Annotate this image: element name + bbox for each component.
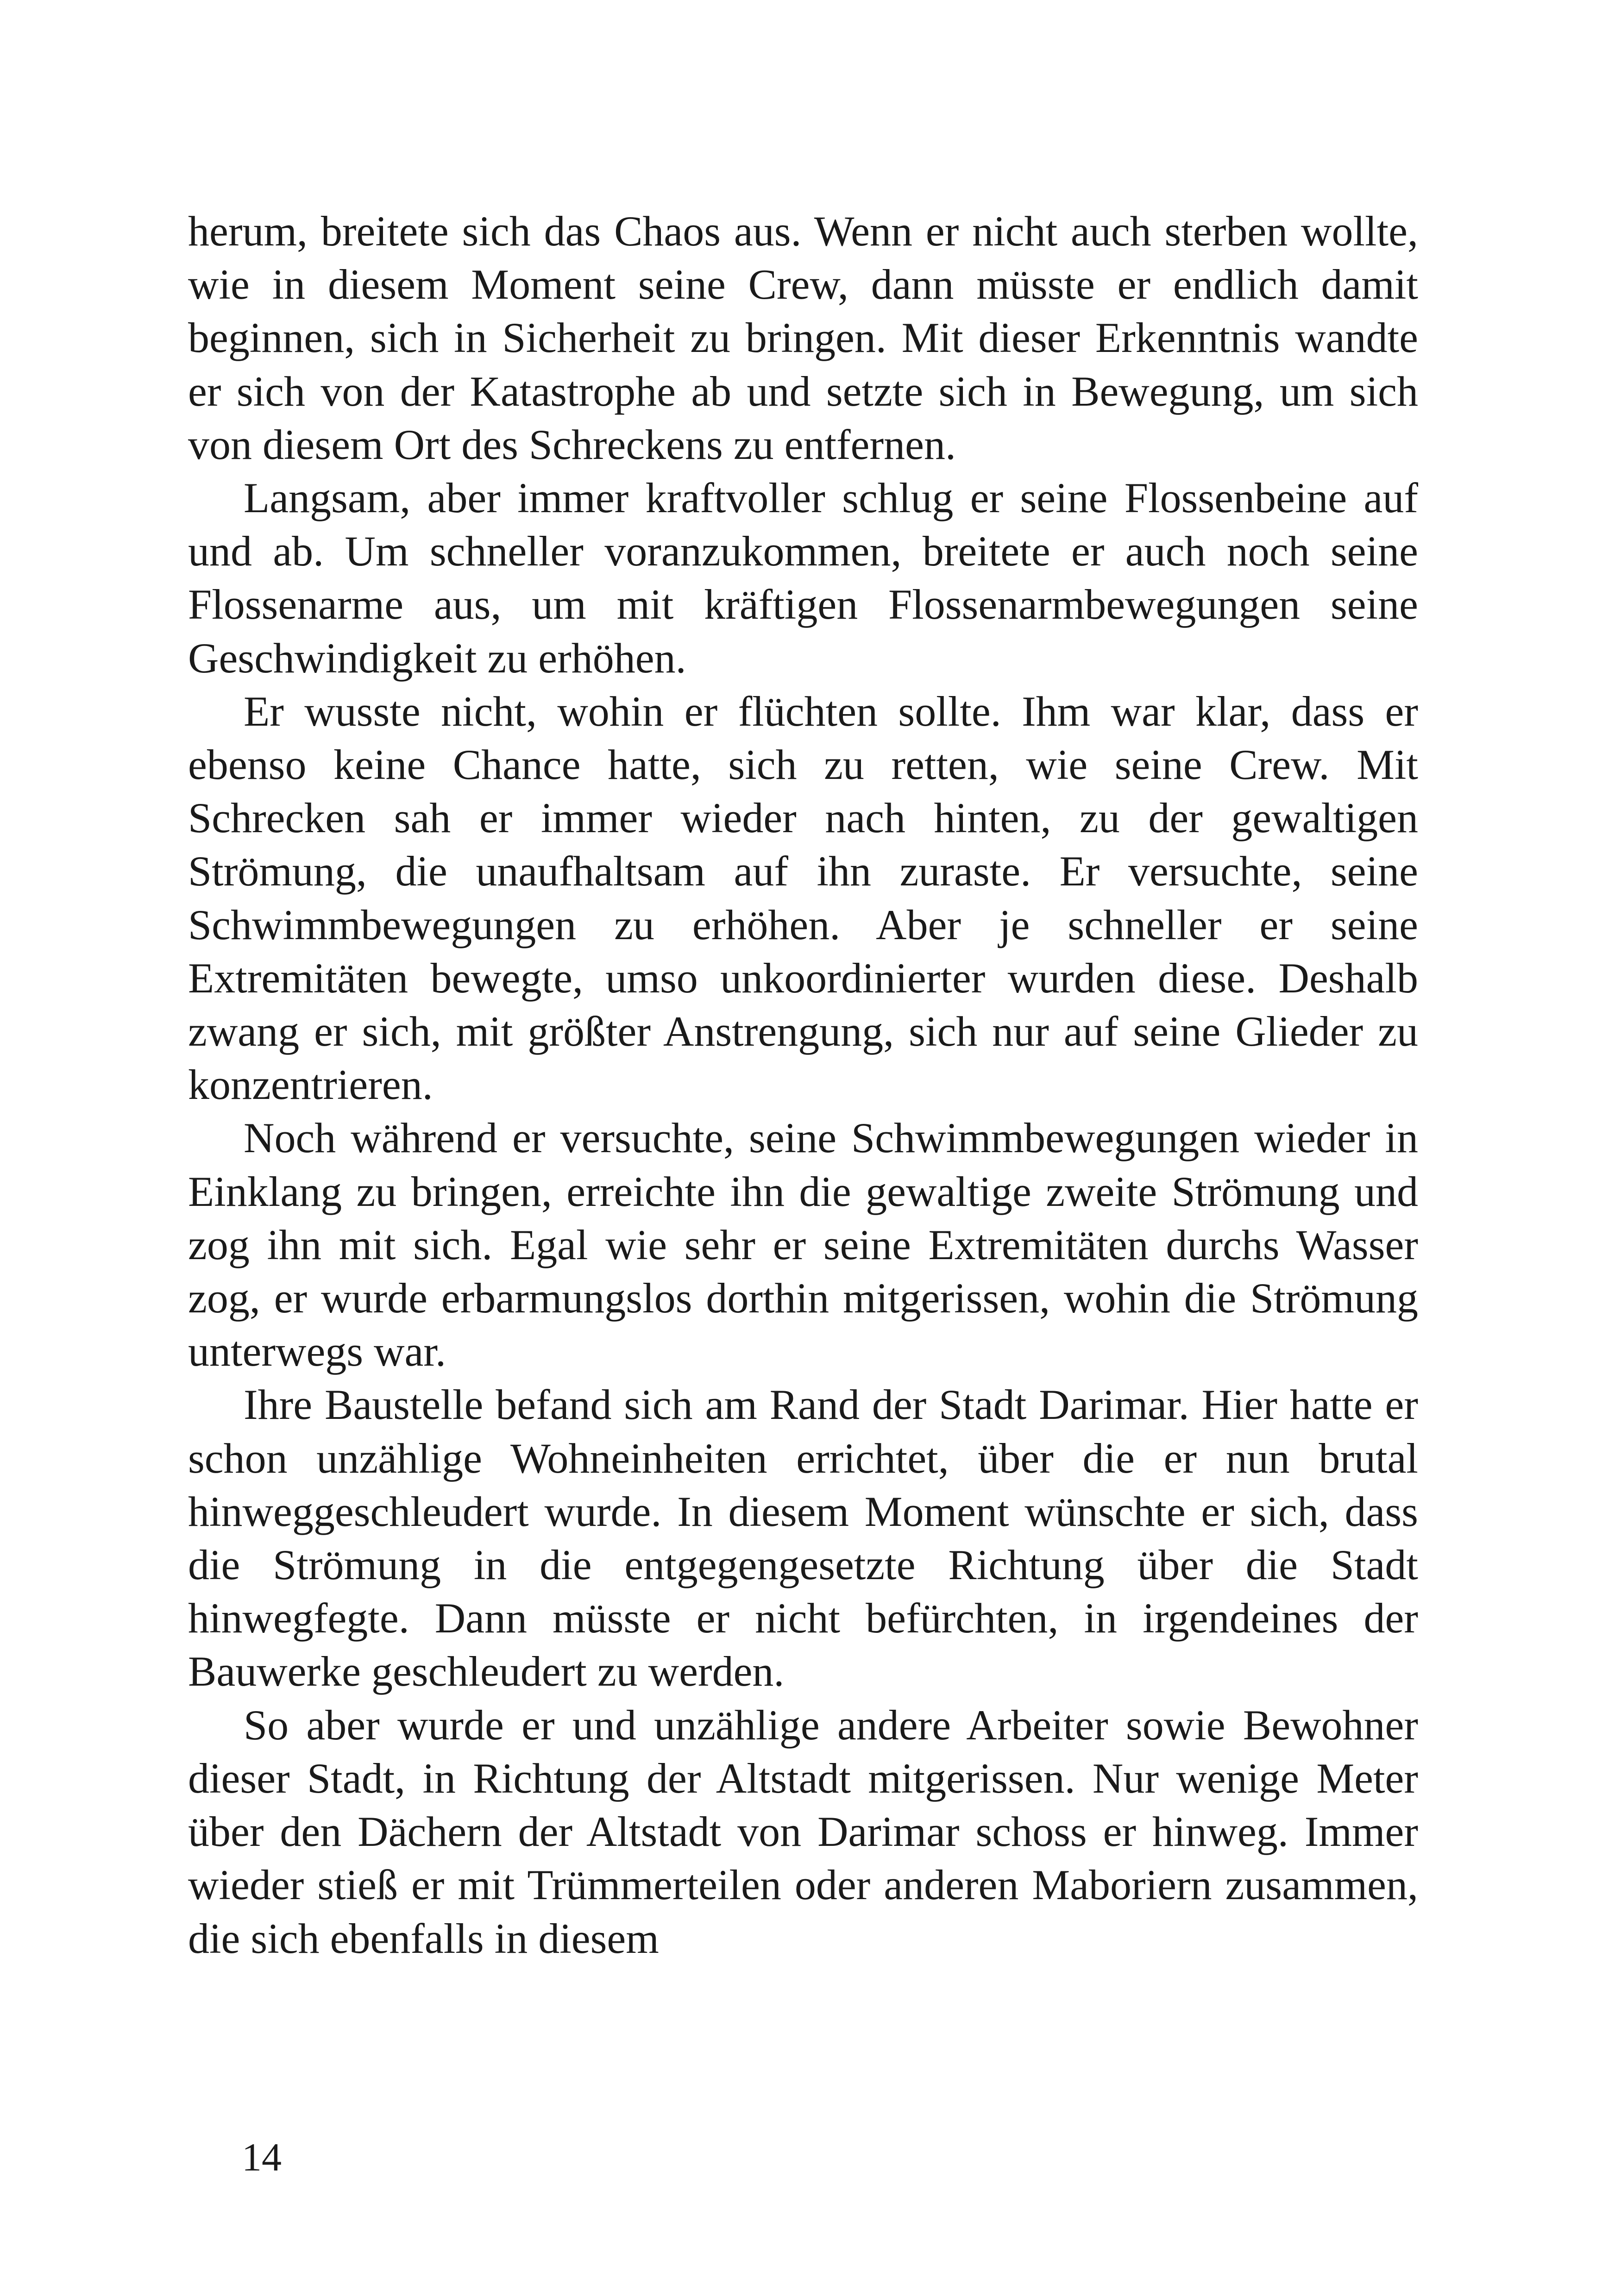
paragraph-3: Er wusste nicht, wohin er flüchten sollte. Ihm war klar, dass er ebenso keine Chance hatte, sich zu retten, wie seine Crew. Mit Schrecken sah er immer wieder nach hinten, zu der gewaltigen Strömung, die unaufhaltsam auf ihn zuraste. Er versuchte, seine Schwimmbewegungen zu erhöhen. Aber je schneller er seine Extremitäten bewegte, umso unkoordinierter wurden diese. Deshalb zwang er sich, mit größter Anstrengung, sich nur auf seine Glieder zu konzentrieren. <box>188 687 1418 1109</box>
paragraph-4: Noch während er versuchte, seine Schwimmbewegungen wieder in Einklang zu bringen, erreichte ihn die gewaltige zweite Strömung und zog ihn mit sich. Egal wie sehr er seine Extremitäten durchs Wasser zog, er wurde erbarmungslos dorthin mitgerissen, wohin die Strömung unterwegs war. <box>188 1114 1418 1375</box>
paragraph-1: herum, breitete sich das Chaos aus. Wenn er nicht auch sterben wollte, wie in diesem Moment seine Crew, dann müsste er endlich damit beginnen, sich in Sicherheit zu bringen. Mit dieser Erkenntnis wandte er sich von der Katastrophe ab und setzte sich in Bewegung, um sich von diesem Ort des Schreckens zu entfernen. <box>188 207 1418 468</box>
paragraph-5: Ihre Baustelle befand sich am Rand der Stadt Darimar. Hier hatte er schon unzählige Wohneinheiten errichtet, über die er nun brutal hinweggeschleudert wurde. In diesem Moment wünschte er sich, dass die Strömung in die entgegengesetzte Richtung über die Stadt hinwegfegte. Dann müsste er nicht befürchten, in irgendeines der Bauwerke geschleudert zu werden. <box>188 1381 1418 1695</box>
paragraph-6: So aber wurde er und unzählige andere Arbeiter sowie Bewohner dieser Stadt, in Richtung der Altstadt mitgerissen. Nur wenige Meter über den Dächern der Altstadt von Darimar schoss er hinweg. Immer wieder stieß er mit Trümmerteilen oder anderen Maboriern zusammen, die sich ebenfalls in diesem <box>188 1701 1418 1962</box>
page-number: 14 <box>242 2135 282 2179</box>
body-text <box>188 205 1418 1965</box>
paragraph-2: Langsam, aber immer kraftvoller schlug er seine Flossenbeine auf und ab. Um schneller voranzukommen, breitete er auch noch seine Flossenarme aus, um mit kräftigen Flossenarmbewegungen seine Geschwindigkeit zu erhöhen. <box>188 474 1418 682</box>
